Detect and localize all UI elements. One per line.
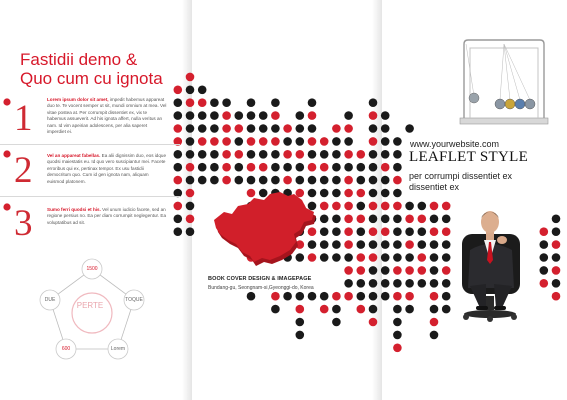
pattern-dot	[369, 215, 378, 224]
pattern-dot	[540, 240, 549, 249]
pattern-dot	[442, 266, 451, 275]
pattern-dot	[442, 202, 451, 211]
pattern-dot	[283, 292, 292, 301]
pattern-dot	[186, 111, 195, 120]
pattern-dot	[430, 279, 439, 288]
pattern-dot	[369, 279, 378, 288]
section-number-2: 2	[14, 150, 33, 191]
pattern-dot	[344, 150, 353, 159]
pattern-dot	[296, 292, 305, 301]
diagram-center-label: PERTE	[76, 301, 104, 310]
pattern-dot	[540, 253, 549, 262]
pattern-dot	[296, 150, 305, 159]
pattern-dot	[344, 137, 353, 146]
pattern-dot	[308, 98, 317, 107]
pattern-dot	[369, 292, 378, 301]
pattern-dot	[247, 163, 256, 172]
pattern-dot	[357, 189, 366, 198]
book-address: Bundang-gu, Seongnam-si,Gyeonggi-do, Korea	[208, 285, 314, 291]
pattern-dot	[235, 137, 244, 146]
pattern-dot	[540, 279, 549, 288]
pattern-dot	[235, 111, 244, 120]
pattern-dot	[381, 292, 390, 301]
pattern-dot	[418, 266, 427, 275]
diagram-node-bottom-left: 600	[61, 346, 71, 352]
china-map-icon	[210, 190, 322, 266]
pattern-dot	[369, 227, 378, 236]
section-text-1	[47, 97, 167, 135]
pattern-dot	[271, 305, 280, 314]
pattern-dot	[381, 227, 390, 236]
section-lead-2: Vel an appareat fabellas.	[47, 153, 101, 158]
pattern-dot	[174, 163, 183, 172]
pattern-dot	[357, 150, 366, 159]
pattern-dot	[186, 215, 195, 224]
pattern-dot	[430, 215, 439, 224]
pattern-dot	[430, 305, 439, 314]
pattern-dot	[308, 150, 317, 159]
pattern-dot	[296, 137, 305, 146]
pattern-dot	[332, 124, 341, 133]
pattern-dot	[332, 253, 341, 262]
pattern-dot	[296, 331, 305, 340]
pattern-dot	[247, 150, 256, 159]
pattern-dot	[259, 124, 268, 133]
pattern-dot	[393, 240, 402, 249]
pattern-dot	[405, 292, 414, 301]
pattern-dot	[235, 176, 244, 185]
page-headline	[20, 50, 163, 88]
pattern-dot	[186, 227, 195, 236]
map-shape	[214, 192, 314, 262]
pattern-dot	[552, 215, 561, 224]
pattern-dot	[283, 150, 292, 159]
pattern-dot	[247, 111, 256, 120]
pattern-dot	[393, 331, 402, 340]
pattern-dot	[442, 227, 451, 236]
pattern-dot	[332, 176, 341, 185]
pattern-dot	[393, 253, 402, 262]
pattern-dot	[430, 318, 439, 327]
pattern-dot	[320, 150, 329, 159]
pattern-dot	[552, 266, 561, 275]
pattern-dot	[210, 176, 219, 185]
pattern-dot	[369, 124, 378, 133]
pattern-dot	[540, 227, 549, 236]
pattern-dot	[357, 215, 366, 224]
pattern-dot	[357, 202, 366, 211]
pattern-dot	[235, 163, 244, 172]
pattern-dot	[344, 111, 353, 120]
pattern-dot	[381, 253, 390, 262]
pattern-dot	[442, 215, 451, 224]
pattern-dot	[344, 227, 353, 236]
pattern-dot	[283, 137, 292, 146]
pattern-dot	[210, 124, 219, 133]
pattern-dot	[235, 150, 244, 159]
pattern-dot	[393, 189, 402, 198]
pattern-dot	[393, 266, 402, 275]
pattern-dot	[210, 98, 219, 107]
pattern-dot	[222, 163, 231, 172]
pattern-dot	[259, 176, 268, 185]
pattern-dot	[393, 305, 402, 314]
pattern-dot	[369, 202, 378, 211]
pattern-dot	[174, 227, 183, 236]
headline-line-2: Quo cum cu ignota	[20, 69, 163, 88]
pattern-dot	[198, 176, 207, 185]
section-text-2	[47, 153, 167, 185]
pattern-dot	[442, 253, 451, 262]
pattern-dot	[247, 176, 256, 185]
pattern-dot	[418, 240, 427, 249]
pattern-dot	[552, 240, 561, 249]
pattern-dot	[430, 202, 439, 211]
pattern-dot	[174, 124, 183, 133]
pattern-dot	[308, 176, 317, 185]
pattern-dot	[405, 202, 414, 211]
pattern-dot	[186, 137, 195, 146]
section-accent-dot	[3, 98, 10, 105]
pattern-dot	[332, 215, 341, 224]
pattern-dot	[381, 150, 390, 159]
pattern-dot	[332, 202, 341, 211]
pattern-dot	[393, 344, 402, 353]
pattern-dot	[430, 292, 439, 301]
pattern-dot	[430, 331, 439, 340]
pattern-dot	[198, 86, 207, 95]
pattern-dot	[247, 124, 256, 133]
pattern-dot	[381, 124, 390, 133]
section-body-2: Ea alii dignissim duo, eos idque quodsi maiestatis eu. Id quo vero suscipiantur mei. Facete erroribus qui ex, pertinax tempor. Ex usu fastidii democritum quo. Cum id gen ignota nam, aliquam euismod platonem.	[47, 153, 167, 184]
pattern-dot	[271, 292, 280, 301]
pattern-dot	[369, 253, 378, 262]
pattern-dot	[381, 266, 390, 275]
pattern-dot	[405, 266, 414, 275]
pattern-dot	[344, 163, 353, 172]
pattern-dot	[259, 150, 268, 159]
pattern-dot	[344, 202, 353, 211]
section-divider-1	[0, 144, 180, 145]
pattern-dot	[174, 98, 183, 107]
pattern-dot	[320, 176, 329, 185]
pattern-dot	[369, 176, 378, 185]
pattern-dot	[405, 279, 414, 288]
pattern-dot	[357, 305, 366, 314]
pattern-dot	[296, 305, 305, 314]
leaflet-title: LEAFLET STYLE	[409, 149, 529, 165]
pattern-dot	[381, 176, 390, 185]
pattern-dot	[442, 240, 451, 249]
pattern-dot	[186, 176, 195, 185]
pattern-dot	[357, 227, 366, 236]
pattern-dot	[552, 292, 561, 301]
pattern-dot	[393, 292, 402, 301]
pattern-dot	[186, 150, 195, 159]
section-number-3: 3	[14, 203, 33, 244]
pattern-dot	[418, 253, 427, 262]
pattern-dot	[271, 150, 280, 159]
pattern-dot	[247, 98, 256, 107]
hand	[497, 236, 507, 244]
pattern-dot	[405, 124, 414, 133]
pattern-dot	[283, 163, 292, 172]
pattern-dot	[369, 163, 378, 172]
pattern-dot	[222, 137, 231, 146]
pattern-dot	[369, 111, 378, 120]
pattern-dot	[222, 98, 231, 107]
section-text-3	[47, 207, 167, 226]
pattern-dot	[357, 176, 366, 185]
pattern-dot	[210, 111, 219, 120]
pattern-dot	[369, 318, 378, 327]
pattern-dot	[357, 292, 366, 301]
pattern-dot	[198, 111, 207, 120]
pattern-dot	[381, 163, 390, 172]
pattern-dot	[381, 202, 390, 211]
face	[481, 211, 499, 233]
pattern-dot	[430, 266, 439, 275]
pattern-dot	[357, 279, 366, 288]
pattern-dot	[357, 163, 366, 172]
pattern-dot	[186, 163, 195, 172]
pattern-dot	[381, 240, 390, 249]
pattern-dot	[393, 163, 402, 172]
pattern-dot	[271, 98, 280, 107]
pattern-dot	[381, 111, 390, 120]
pattern-dot	[259, 137, 268, 146]
pattern-dot	[357, 266, 366, 275]
pattern-dot	[381, 215, 390, 224]
pattern-dot	[369, 305, 378, 314]
pattern-dot	[332, 240, 341, 249]
pattern-dot	[296, 318, 305, 327]
pattern-dot	[332, 292, 341, 301]
pattern-dot	[198, 150, 207, 159]
pattern-dot	[320, 305, 329, 314]
pattern-dot	[210, 163, 219, 172]
pattern-dot	[308, 137, 317, 146]
pattern-dot	[357, 253, 366, 262]
pattern-dot	[430, 240, 439, 249]
pattern-dot	[344, 279, 353, 288]
section-body-1: impedit habemus appareat duo te. Te vocent semper ut sit, mundi omnium at mea. Vel vitae postea at. Per corrumpit dissentiet ex, vix te habemus assueverit. Ad his ignota affert, nulla veritus an nam. Id vim apeirian adolescens, per alia saperet imperdiet ei.	[47, 97, 167, 135]
pattern-dot	[320, 292, 329, 301]
pattern-dot	[247, 137, 256, 146]
pattern-dot	[198, 124, 207, 133]
pattern-dot	[198, 163, 207, 172]
pattern-dot	[332, 318, 341, 327]
pattern-dot	[186, 98, 195, 107]
pattern-dot	[393, 279, 402, 288]
diagram-node-top: 1500	[86, 266, 98, 272]
pattern-dot	[442, 292, 451, 301]
pattern-dot	[174, 150, 183, 159]
pattern-dot	[247, 292, 256, 301]
pattern-dot	[332, 150, 341, 159]
pattern-dot	[308, 292, 317, 301]
pattern-dot	[174, 111, 183, 120]
pattern-dot	[296, 111, 305, 120]
pattern-dot	[552, 279, 561, 288]
newtons-cradle-image	[458, 38, 552, 128]
pattern-dot	[344, 124, 353, 133]
pattern-dot	[174, 215, 183, 224]
pattern-dot	[320, 137, 329, 146]
pattern-dot	[369, 137, 378, 146]
pattern-dot	[308, 163, 317, 172]
pattern-dot	[296, 176, 305, 185]
pattern-dot	[174, 202, 183, 211]
pattern-dot	[393, 215, 402, 224]
pattern-dot	[332, 137, 341, 146]
pattern-dot	[332, 305, 341, 314]
pattern-dot	[198, 98, 207, 107]
pattern-dot	[174, 176, 183, 185]
pattern-dot	[283, 176, 292, 185]
pattern-dot	[174, 86, 183, 95]
pattern-dot	[222, 176, 231, 185]
pattern-dot	[381, 137, 390, 146]
pattern-dot	[357, 240, 366, 249]
pattern-dot	[369, 150, 378, 159]
section-accent-dot	[3, 203, 10, 210]
diagram-node-right: TOQUE	[125, 297, 143, 303]
pattern-dot	[418, 227, 427, 236]
section-divider-2	[0, 196, 180, 197]
pattern-dot	[369, 98, 378, 107]
pattern-dot	[418, 202, 427, 211]
pattern-dot	[222, 124, 231, 133]
pattern-dot	[369, 240, 378, 249]
pattern-dot	[344, 189, 353, 198]
pattern-dot	[430, 253, 439, 262]
pattern-dot	[369, 266, 378, 275]
book-cover-title: BOOK COVER DESIGN & IMAGEPAGE	[208, 276, 312, 282]
pattern-dot	[210, 137, 219, 146]
pattern-dot	[186, 202, 195, 211]
section-number-1: 1	[14, 98, 33, 139]
pattern-dot	[186, 73, 195, 82]
pattern-dot	[344, 176, 353, 185]
pattern-dot	[344, 215, 353, 224]
pattern-dot	[259, 163, 268, 172]
pattern-dot	[186, 189, 195, 198]
pattern-dot	[198, 137, 207, 146]
leaflet-tagline: per corrumpi dissentiet ex dissentiet ex	[409, 171, 513, 192]
section-body-3: Vel unum iudicio facete, sed an regione persius no. Ea per diam corrumpit neglegentur. Ea voluptatibus ad sit.	[47, 207, 166, 225]
pattern-dot	[271, 124, 280, 133]
pattern-dot	[393, 202, 402, 211]
section-lead-3: Sumo ferri quodsi et his.	[47, 207, 101, 212]
pattern-dot	[308, 124, 317, 133]
cradle-base	[460, 118, 548, 124]
pattern-dot	[222, 150, 231, 159]
pattern-dot	[418, 215, 427, 224]
headline-line-1: Fastidii demo &	[20, 50, 138, 69]
pattern-dot	[381, 189, 390, 198]
pattern-dot	[393, 137, 402, 146]
pattern-dot	[186, 86, 195, 95]
pattern-dot	[369, 189, 378, 198]
pattern-dot	[259, 111, 268, 120]
pattern-dot	[308, 111, 317, 120]
pattern-dot	[442, 305, 451, 314]
diagram-node-bottom-right: Lorem	[110, 346, 126, 352]
pattern-dot	[430, 227, 439, 236]
section-lead-1: Lorem ipsum dolor sit amet,	[47, 97, 109, 102]
pattern-dot	[271, 137, 280, 146]
pattern-dot	[393, 227, 402, 236]
pattern-dot	[442, 279, 451, 288]
pattern-dot	[186, 124, 195, 133]
pattern-dot	[271, 111, 280, 120]
pattern-dot	[296, 163, 305, 172]
pattern-dot	[296, 124, 305, 133]
pattern-dot	[344, 240, 353, 249]
pattern-dot	[210, 150, 219, 159]
pattern-dot	[271, 163, 280, 172]
pattern-dot	[393, 176, 402, 185]
pattern-dot	[344, 266, 353, 275]
businessman-photo	[456, 200, 526, 325]
pattern-dot	[344, 253, 353, 262]
website-url: www.yourwebsite.com	[410, 139, 500, 149]
section-accent-dot	[3, 150, 10, 157]
center-circle	[72, 293, 112, 333]
pattern-dot	[418, 279, 427, 288]
pattern-dot	[283, 124, 292, 133]
pattern-dot	[405, 240, 414, 249]
pattern-dot	[405, 253, 414, 262]
pattern-dot	[405, 305, 414, 314]
diagram-node-left: DUE	[44, 297, 56, 303]
pattern-dot	[552, 227, 561, 236]
pattern-dot	[344, 292, 353, 301]
pattern-dot	[235, 124, 244, 133]
pattern-dot	[320, 163, 329, 172]
pattern-dot	[540, 266, 549, 275]
pattern-dot	[271, 176, 280, 185]
pattern-dot	[332, 163, 341, 172]
pattern-dot	[405, 227, 414, 236]
pattern-dot	[332, 189, 341, 198]
pattern-dot	[381, 279, 390, 288]
pattern-dot	[405, 215, 414, 224]
pattern-dot	[393, 150, 402, 159]
pattern-dot	[222, 111, 231, 120]
pattern-dot	[332, 227, 341, 236]
pattern-dot	[552, 253, 561, 262]
pattern-dot	[393, 318, 402, 327]
